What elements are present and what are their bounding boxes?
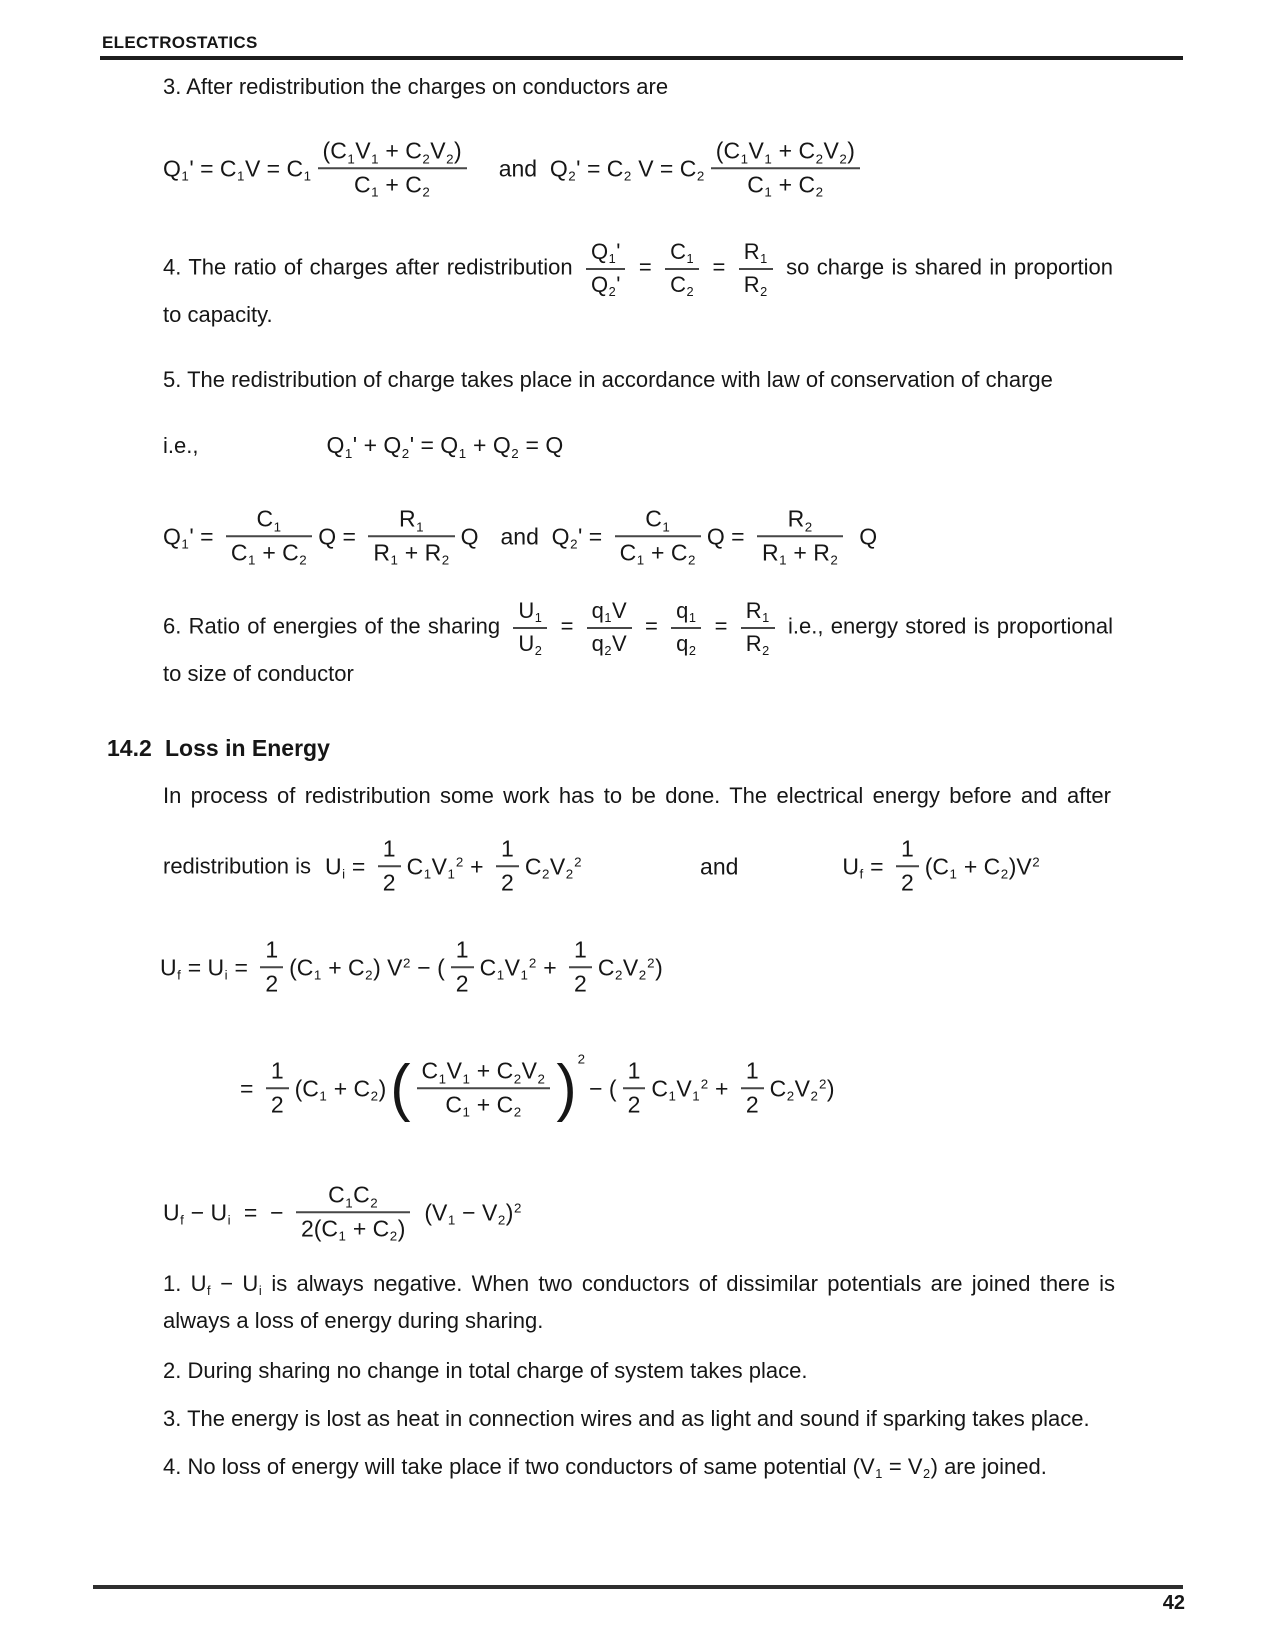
math-fraction: $\frac{1}{2}$ [266,1057,289,1119]
equation-charge-conservation: Q1' + Q2' = Q1 + Q2 = Q [326,432,564,461]
subscript: 2 [1000,866,1009,882]
subscript: 1 [447,1212,456,1228]
subscript: 1 [604,610,612,626]
subscript: 2 [370,1088,379,1104]
subscript: 1 [692,1088,700,1104]
subscript: 2 [570,536,578,552]
subscript: 2 [815,150,824,166]
math-fraction: $\frac{C1C2}{2(C1 + C2)}$ [296,1181,410,1243]
subscript: 1 [875,1466,883,1482]
subscript: 1 [520,967,528,983]
intro-energy-line [163,835,1040,897]
subscript: 2 [513,1104,522,1120]
math-fraction: $\frac{1}{2}$ [896,835,919,897]
math-text: 4. No loss of energy will take place if two conductors of same potential (V1 = V2) are joined. [163,1454,1047,1482]
item-4-paragraph [163,239,1113,332]
subscript: 2 [839,150,847,166]
math-fraction: $\frac{C1V1 + C2V2}{C1 + C2}$ [417,1057,551,1119]
subscript: 1 [608,251,616,267]
subscript: 1 [662,518,670,534]
math-text: Q [460,522,479,549]
subscript: 2 [804,518,813,534]
note-1 [163,1267,1115,1338]
item-3-lead: 3. After redistribution the charges on conductors are [163,74,669,99]
math-text: Uf = Ui = [160,953,255,983]
subscript: 2 [923,1466,931,1482]
item-5-paragraph: 5. The redistribution of charge takes place in accordance with law of conservation of charge [163,367,1053,392]
math-text: Q1' = C1V = C1 [163,154,312,184]
math-fraction: $\frac{1}{2}$ [741,1057,764,1119]
subscript: 2 [565,866,574,882]
subscript: 2 [830,552,838,568]
subscript: f [177,967,181,983]
subscript: 2 [299,552,307,568]
math-text: $C2V2^2$) [597,953,663,983]
subscript: i [224,967,228,983]
math-fraction: $\frac{R1}{R1 + R2}$ [368,505,454,567]
subscript: 2 [422,150,430,166]
equation-energy-loss [163,1181,522,1243]
math-text: Q = [318,522,363,549]
subscript: i [342,866,346,882]
subscript: f [207,1283,211,1299]
subscript: 2 [686,283,694,299]
subscript: 2 [446,150,454,166]
subscript: 1 [319,1088,327,1104]
math-text: 2. During sharing no change in total charge of system takes place. [163,1358,808,1383]
superscript: 2 [574,854,582,870]
subscript: 2 [365,967,373,983]
math-text: Uf = [842,852,890,882]
subscript: 1 [447,866,455,882]
subscript: 1 [686,251,694,267]
subscript: 1 [338,1228,346,1244]
note-4 [163,1453,1047,1482]
subscript: 1 [181,536,189,552]
subscript: 1 [636,552,645,568]
subscript: f [180,1212,184,1228]
subscript: 2 [604,642,612,658]
math-fraction: $\frac{(C1V1 + C2V2)}{C1 + C2}$ [318,137,467,199]
math-text: = [637,613,666,639]
math-fraction: $\frac{q1V}{q2V}$ [587,598,632,657]
math-text: $(V1 - V2)^2$ [424,1198,522,1228]
math-fraction: $\frac{(C1V1 + C2V2)}{C1 + C2}$ [711,137,860,199]
math-fraction: $\frac{R1}{R2}$ [741,598,775,657]
section-title: Loss in Energy [165,735,330,761]
subscript: 1 [438,1070,447,1086]
intro-line-1: In process of redistribution some work has to be done. The electrical energy before and after [163,783,1111,808]
section-heading [107,735,330,762]
math-fraction: $\frac{U1}{U2}$ [513,598,547,657]
subscript: 1 [423,866,432,882]
equation-final-energy [842,835,1040,897]
superscript: 2 [513,1200,522,1216]
subscript: 1 [390,552,398,568]
subscript: 2 [696,168,705,184]
math-fraction: $\frac{1}{2}$ [260,936,283,998]
subscript: 1 [762,610,770,626]
note-3 [163,1405,1090,1434]
subscript: 2 [815,184,824,200]
superscript: 2 [528,955,537,971]
superscript: 2 [647,955,655,971]
subscript: i [258,1283,262,1299]
note-2 [163,1357,807,1386]
ie-line [163,432,563,459]
math-text: = [707,613,735,639]
subscript: 1 [740,150,748,166]
big-left-paren: ( [390,1052,411,1123]
subscript: 2 [623,168,632,184]
ie-label: i.e., [163,433,199,458]
math-text: Ui = [324,852,372,882]
math-text: Uf − Ui = − [163,1198,290,1228]
equation-charge-redistribution [163,137,866,199]
math-text: = [631,254,660,280]
math-text: 6. Ratio of energies of the sharing [163,613,508,639]
exponent: 2 [577,1051,586,1067]
subscript: 2 [441,552,450,568]
item-6-paragraph [163,598,1113,691]
subscript: 2 [687,552,696,568]
math-text: Q1' = [163,522,220,552]
subscript: 1 [181,168,189,184]
math-fraction: $\frac{1}{2}$ [378,835,401,897]
subscript: 2 [638,967,647,983]
subscript: 2 [762,642,770,658]
math-text: Q = [706,522,751,549]
subscript: 2 [608,283,616,299]
parenthesized-fraction-squared [390,1051,586,1123]
math-fraction: $\frac{R1}{R2}$ [739,239,773,298]
subscript: 1 [345,1194,353,1210]
math-text: (C1 + C2) [294,1074,387,1104]
math-fraction: $\frac{C1}{C1 + C2}$ [226,505,312,567]
math-text: 3. The energy is lost as heat in connection wires and as light and sound if sparking takes place. [163,1406,1090,1431]
subscript: 1 [764,150,772,166]
section-number: 14.2 [107,735,152,761]
math-fraction: $\frac{1}{2}$ [569,936,592,998]
subscript: 1 [458,445,467,461]
math-fraction: $\frac{C1}{C1 + C2}$ [615,505,701,567]
subscript: 1 [688,610,696,626]
subscript: 1 [760,251,768,267]
math-text: = [240,1074,260,1101]
subscript: 2 [537,1070,545,1086]
math-text: 1. Uf − Ui is always negative. When two conductors of dissimilar potentials are joined there is always a loss of energy during sharing. [163,1271,1115,1333]
subscript: 1 [347,150,355,166]
subscript: 1 [949,866,957,882]
subscript: 1 [534,610,542,626]
subscript: 1 [237,168,245,184]
equation-energy-difference-1 [160,936,663,998]
math-text: $C1V1^2$ + [651,1074,735,1104]
subscript: 2 [370,1194,378,1210]
superscript: 2 [818,1076,827,1092]
math-fraction: $\frac{R2}{R1 + R2}$ [757,505,843,567]
superscript: 2 [455,854,464,870]
subscript: 1 [764,184,772,200]
footer-rule [93,1585,1183,1589]
math-fraction: $\frac{1}{2}$ [496,835,519,897]
math-text: $C1V1^2$ + [406,852,491,882]
superscript: 2 [700,1076,709,1092]
equation-energy-difference-2 [240,1051,835,1123]
subscript: i [227,1212,231,1228]
math-text: $(C1 + C2)V^2$ [924,852,1040,882]
subscript: 1 [668,1088,676,1104]
page-header-title: ELECTROSTATICS [102,33,258,52]
math-text: 4. The ratio of charges after redistribution [163,254,581,280]
subscript: 1 [248,552,256,568]
math-text: i.e., energy stored is proportional to size of conductor [163,613,1113,687]
math-text: $C2V2^2$) [769,1074,835,1104]
math-fraction: $\frac{1}{2}$ [451,936,474,998]
subscript: 1 [462,1070,470,1086]
subscript: 2 [786,1088,795,1104]
math-text: = [553,613,581,639]
math-text: $C2V2^2$ [524,852,582,882]
subscript: 1 [344,445,353,461]
equation-charge-shares [163,505,877,567]
math-fraction: $\frac{q1}{q2}$ [671,598,701,657]
and-label: and [700,852,739,879]
subscript: 2 [810,1088,818,1104]
subscript: 2 [534,642,542,658]
subscript: 1 [313,967,322,983]
subscript: f [859,866,864,882]
math-text: Q [859,522,878,549]
subscript: 2 [401,445,410,461]
math-fraction: $\frac{1}{2}$ [623,1057,646,1119]
math-text: $C1V1^2$ + [479,953,564,983]
math-text: and Q2' = [500,522,609,552]
subscript: 1 [462,1104,470,1120]
math-text: and Q2' = C2 V = C2 [498,154,705,184]
subscript: 2 [614,967,623,983]
subscript: 2 [389,1228,398,1244]
math-fraction: $\frac{Q1'}{Q2'}$ [586,239,625,298]
equation-initial-energy [325,835,582,897]
subscript: 1 [496,967,505,983]
subscript: 1 [371,184,379,200]
subscript: 1 [303,168,312,184]
math-text: = [705,254,733,280]
subscript: 2 [497,1212,506,1228]
subscript: 1 [371,150,379,166]
subscript: 2 [688,642,696,658]
subscript: 1 [273,518,282,534]
math-fraction: $\frac{C1}{C2}$ [665,239,699,298]
intro-lead: redistribution is [163,853,311,879]
subscript: 1 [779,552,787,568]
header-rule [100,56,1183,60]
subscript: 1 [416,518,424,534]
superscript: 2 [1032,854,1040,870]
big-right-paren: ) [556,1052,577,1123]
page-number: 42 [1162,1592,1185,1614]
subscript: 2 [568,168,576,184]
subscript: 2 [760,283,768,299]
math-text: − ( [589,1074,617,1101]
subscript: 2 [422,184,430,200]
math-text: (C1 + C2) $V^2$ − ( [289,953,445,983]
subscript: 2 [513,1070,522,1086]
superscript: 2 [402,955,411,971]
subscript: 2 [511,445,519,461]
math-text: so charge is shared in proportion to capacity. [163,254,1113,328]
subscript: 2 [541,866,550,882]
